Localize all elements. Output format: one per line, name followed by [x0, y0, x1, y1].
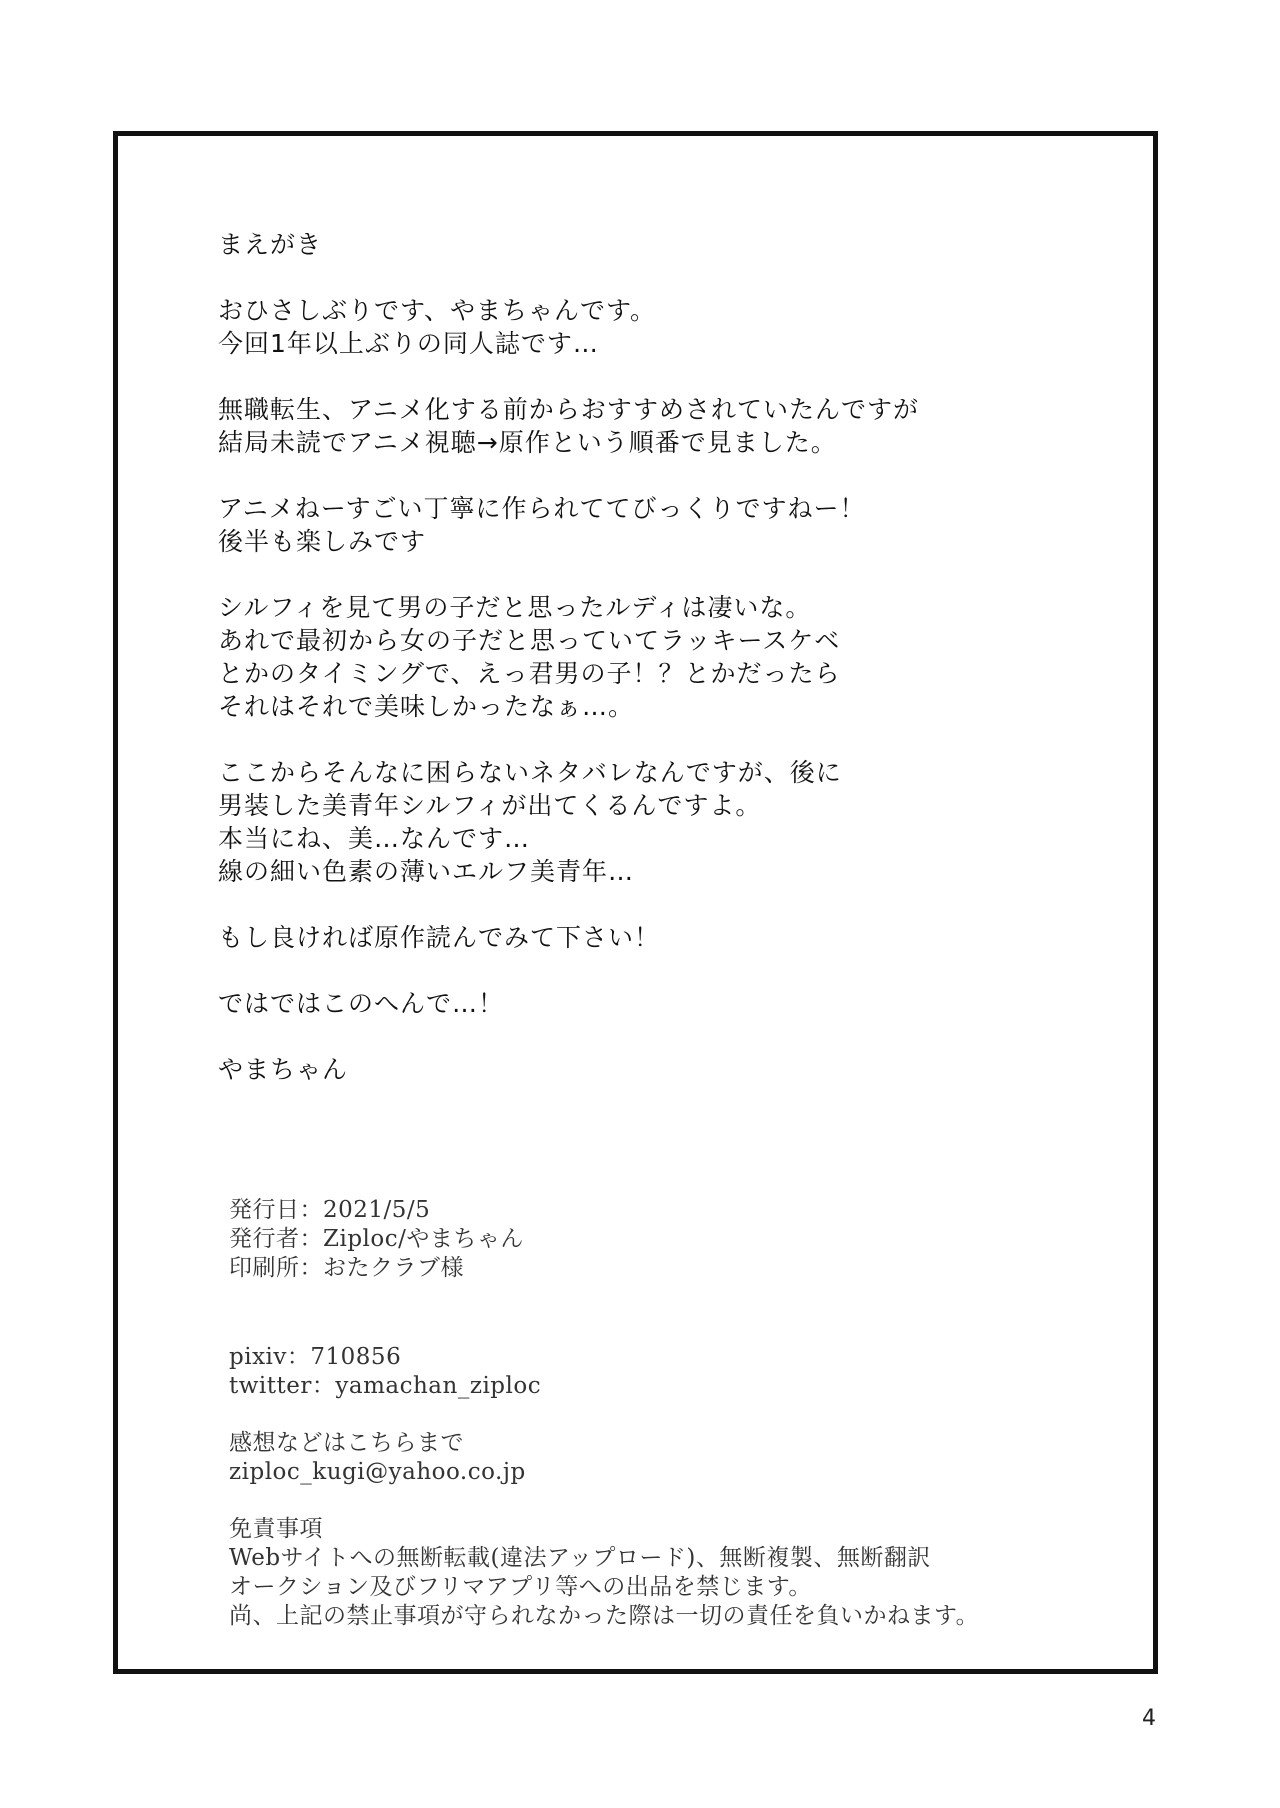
twitter-handle: twitter：yamachan_ziploc: [229, 1373, 542, 1399]
preface-line: 結局未読でアニメ視聴→原作という順番で見ました。: [218, 428, 837, 457]
disclaimer-title: 免責事項: [229, 1516, 323, 1542]
preface-line: 線の細い色素の薄いエルフ美青年…: [218, 857, 635, 886]
preface-line: もし良ければ原作読んでみて下さい！: [218, 923, 661, 952]
preface-line: 本当にね、美…なんです…: [218, 824, 531, 853]
preface-line: 無職転生、アニメ化する前からおすすめされていたんですが: [218, 395, 920, 424]
disclaimer-line: オークション及びフリマアプリ等への出品を禁じます。: [229, 1574, 812, 1600]
publisher: 発行者：Ziploc/やまちゃん: [229, 1226, 524, 1252]
printer: 印刷所：おたクラブ様: [229, 1255, 464, 1281]
preface-line: とかのタイミングで、えっ君男の子！？とかだったら: [218, 659, 841, 688]
pixiv-id: pixiv：710856: [229, 1344, 402, 1370]
preface-line: ここからそんなに困らないネタバレなんですが、後に: [218, 758, 842, 787]
preface-line: おひさしぶりです、やまちゃんです。: [218, 296, 657, 325]
author-signature: やまちゃん: [218, 1055, 349, 1084]
contact-label: 感想などはこちらまで: [229, 1430, 464, 1456]
preface-line: 今回1年以上ぶりの同人誌です…: [218, 329, 599, 358]
preface-line: ではではこのへんで…！: [218, 989, 505, 1018]
preface-line: あれで最初から女の子だと思っていてラッキースケベ: [218, 626, 841, 655]
preface-section: [218, 228, 1098, 1086]
publish-date: 発行日：2021/5/5: [229, 1197, 431, 1223]
preface-line: 男装した美青年シルフィが出てくるんですよ。: [218, 791, 762, 820]
disclaimer-line: 尚、上記の禁止事項が守られなかった際は一切の責任を負いかねます。: [229, 1603, 980, 1629]
preface-title: まえがき: [218, 230, 323, 259]
preface-line: アニメねーすごい丁寧に作られててびっくりですねー！: [218, 494, 866, 523]
preface-line: 後半も楽しみです: [218, 527, 427, 556]
page-number: 4: [1142, 1706, 1156, 1731]
colophon-section: [229, 1196, 1129, 1631]
contact-email: ziploc_kugi@yahoo.co.jp: [229, 1459, 526, 1485]
preface-line: シルフィを見て男の子だと思ったルディは凄いな。: [218, 593, 812, 622]
disclaimer-line: Webサイトへの無断転載(違法アップロード)、無断複製、無断翻訳: [229, 1545, 931, 1571]
preface-line: それはそれで美味しかったなぁ…。: [218, 692, 635, 721]
